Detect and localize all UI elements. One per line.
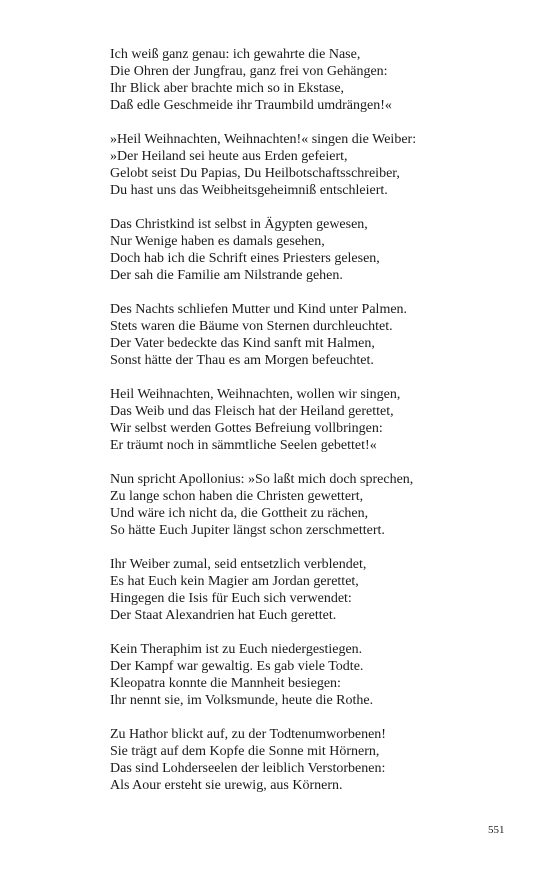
verse-line: Der Staat Alexandrien hat Euch gerettet. [110,608,337,623]
verse-line: Der Kampf war gewaltig. Es gab viele Todte. [110,659,364,674]
verse-line: Gelobt seist Du Papias, Du Heilbotschaftsschreiber, [110,166,400,181]
verse-line: Ihr Weiber zumal, seid entsetzlich verblendet, [110,557,367,572]
verse-line: Sie trägt auf dem Kopfe die Sonne mit Hörnern, [110,744,380,759]
verse-line: So hätte Euch Jupiter längst schon zerschmettert. [110,523,385,538]
verse-line: Und wäre ich nicht da, die Gottheit zu rächen, [110,506,369,521]
stanza [110,641,530,709]
verse-line: Ihr Blick aber brachte mich so in Ekstase, [110,81,345,96]
verse-line: Es hat Euch kein Magier am Jordan gerettet, [110,574,359,589]
verse-line: Kleopatra konnte die Mannheit besiegen: [110,676,341,691]
verse-line: Ihr nennt sie, im Volksmunde, heute die Rothe. [110,693,374,708]
stanza [110,471,530,539]
stanza [110,386,530,454]
stanza [110,216,530,284]
verse-line: Der sah die Familie am Nilstrande gehen. [110,268,343,283]
verse-line: Die Ohren der Jungfrau, ganz frei von Gehängen: [110,64,388,79]
verse-line: Du hast uns das Weibheitsgeheimniß entschleiert. [110,183,388,198]
verse-line: Der Vater bedeckte das Kind sanft mit Halmen, [110,336,375,351]
verse-line: Nun spricht Apollonius: »So laßt mich doch sprechen, [110,472,414,487]
verse-line: Stets waren die Bäume von Sternen durchleuchtet. [110,319,393,334]
stanza [110,301,530,369]
verse-line: Sonst hätte der Thau es am Morgen befeuchtet. [110,353,374,368]
stanza [110,131,530,199]
stanza [110,556,530,624]
verse-line: Zu Hathor blickt auf, zu der Todtenumworbenen! [110,727,386,742]
verse-line: Wir selbst werden Gottes Befreiung vollbringen: [110,421,383,436]
verse-line: Als Aour ersteht sie urewig, aus Körnern. [110,778,343,793]
verse-line: Zu lange schon haben die Christen gewettert, [110,489,364,504]
verse-line: Er träumt noch in sämmtliche Seelen gebettet!« [110,438,377,453]
verse-line: Das sind Lohderseelen der leiblich Verstorbenen: [110,761,386,776]
stanza [110,726,530,794]
verse-line: Ich weiß ganz genau: ich gewahrte die Nase, [110,47,361,62]
verse-line: Doch hab ich die Schrift eines Priesters gelesen, [110,251,380,266]
verse-line: Kein Theraphim ist zu Euch niedergestiegen. [110,642,363,657]
verse-line: Hingegen die Isis für Euch sich verwendet: [110,591,352,606]
verse-line: Nur Wenige haben es damals gesehen, [110,234,325,249]
verse-line: Heil Weihnachten, Weihnachten, wollen wir singen, [110,387,401,402]
stanza [110,46,530,114]
verse-line: Des Nachts schliefen Mutter und Kind unter Palmen. [110,302,408,317]
verse-line: »Der Heiland sei heute aus Erden gefeiert, [110,149,348,164]
verse-line: Das Christkind ist selbst in Ägypten gewesen, [110,217,368,232]
verse-line: Das Weib und das Fleisch hat der Heiland gerettet, [110,404,394,419]
verse-line: »Heil Weihnachten, Weihnachten!« singen die Weiber: [110,132,417,147]
page-number: 551 [488,824,505,836]
verse-line: Daß edle Geschmeide ihr Traumbild umdrängen!« [110,98,392,113]
poem-text [110,46,530,811]
